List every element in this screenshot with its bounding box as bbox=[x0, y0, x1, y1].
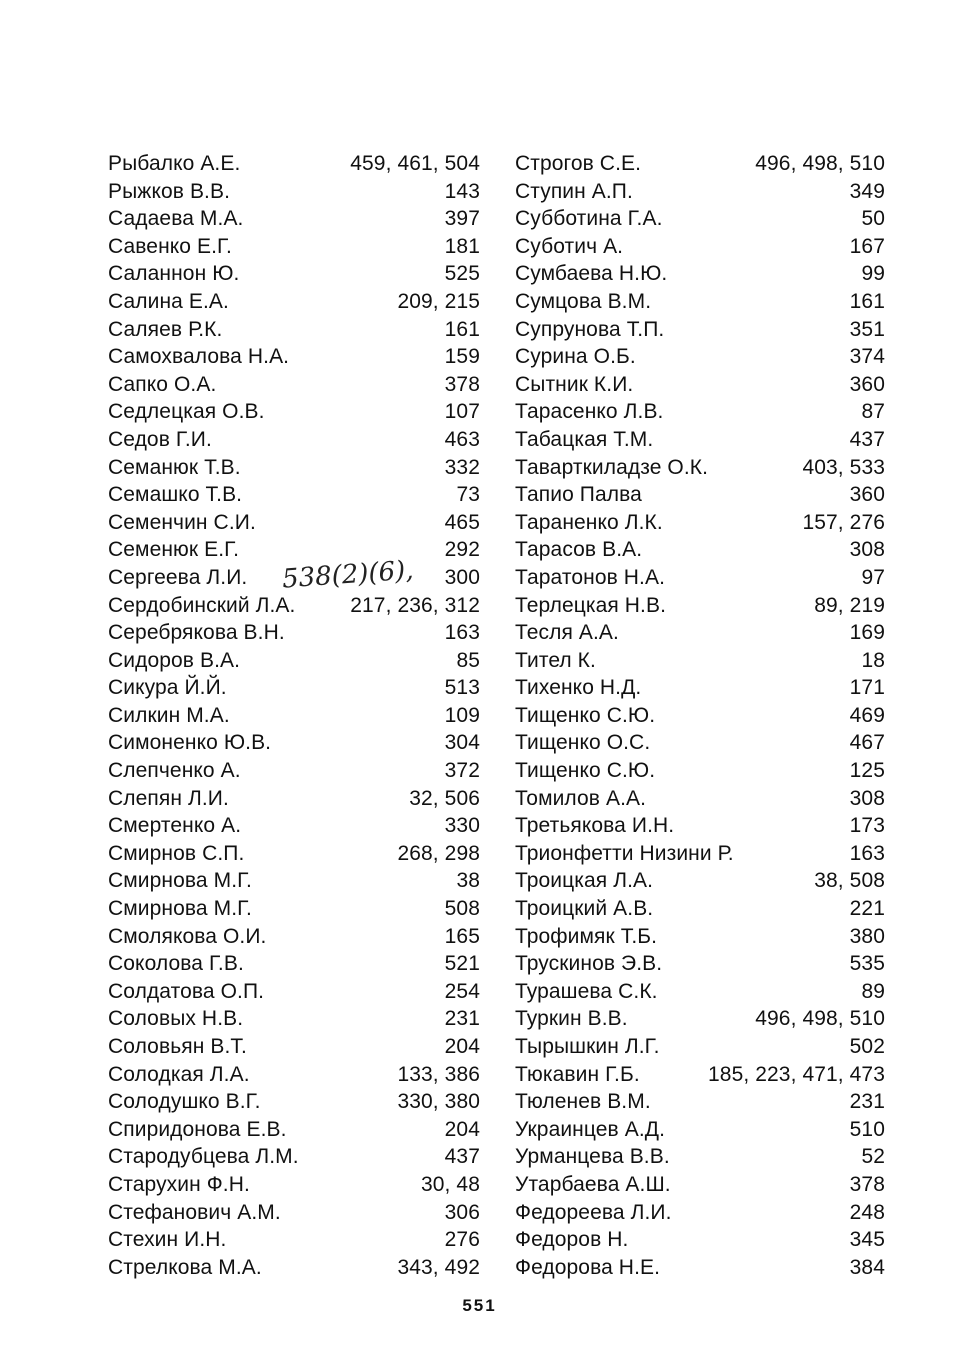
index-entry bbox=[515, 260, 885, 288]
index-column-right bbox=[515, 150, 885, 1281]
entry-pages: 173 bbox=[849, 814, 885, 838]
entry-pages: 87 bbox=[861, 400, 885, 424]
entry-pages: 107 bbox=[444, 400, 480, 424]
index-entry bbox=[108, 1061, 480, 1089]
entry-pages: 330, 380 bbox=[397, 1090, 480, 1114]
index-entry bbox=[515, 343, 885, 371]
entry-name: Утарбаева А.Ш. bbox=[515, 1172, 671, 1196]
entry-pages: 209, 215 bbox=[397, 289, 480, 313]
index-entry bbox=[108, 426, 480, 454]
index-entry bbox=[108, 150, 480, 178]
index-entry bbox=[108, 729, 480, 757]
entry-pages: 97 bbox=[861, 565, 885, 589]
entry-name: Строгов С.Е. bbox=[515, 152, 642, 175]
entry-pages: 38, 508 bbox=[814, 869, 885, 893]
entry-name: Урманцева В.В. bbox=[515, 1145, 670, 1169]
entry-name: Семенчин С.И. bbox=[108, 510, 256, 534]
entry-name: Смирнова М.Г. bbox=[108, 869, 252, 893]
entry-pages: 397 bbox=[444, 207, 480, 231]
entry-pages: 345 bbox=[849, 1228, 885, 1252]
entry-pages: 535 bbox=[849, 952, 885, 976]
page-number: 551 bbox=[462, 1296, 497, 1315]
entry-name: Тараненко Л.К. bbox=[515, 510, 663, 534]
index-entry bbox=[108, 1171, 480, 1199]
entry-name: Тарасов В.А. bbox=[515, 538, 643, 562]
index-entry bbox=[515, 1254, 885, 1282]
entry-pages: 496, 498, 510 bbox=[755, 152, 885, 175]
index-entry bbox=[515, 592, 885, 620]
index-entry bbox=[108, 1033, 480, 1061]
entry-name: Тител К. bbox=[515, 648, 596, 672]
index-entry bbox=[515, 426, 885, 454]
index-entry bbox=[515, 702, 885, 730]
entry-pages: 73 bbox=[456, 483, 480, 507]
entry-pages: 351 bbox=[849, 317, 885, 341]
entry-name: Туркин В.В. bbox=[515, 1007, 628, 1031]
entry-pages: 221 bbox=[849, 897, 885, 921]
entry-pages: 292 bbox=[444, 538, 480, 562]
index-entry bbox=[108, 1143, 480, 1171]
entry-name: Солодкая Л.А. bbox=[108, 1062, 250, 1086]
entry-pages: 465 bbox=[444, 510, 480, 534]
entry-name: Ступин А.П. bbox=[515, 179, 633, 203]
entry-name: Самохвалова Н.А. bbox=[108, 345, 290, 369]
index-entry bbox=[108, 647, 480, 675]
index-entry bbox=[515, 398, 885, 426]
index-entry bbox=[108, 509, 480, 537]
entry-name: Смирнов С.П. bbox=[108, 841, 245, 865]
index-entry bbox=[515, 619, 885, 647]
entry-name: Садаева М.А. bbox=[108, 207, 244, 231]
entry-name: Тихенко Н.Д. bbox=[515, 676, 642, 700]
entry-name: Седов Г.И. bbox=[108, 427, 212, 451]
entry-pages: 306 bbox=[444, 1200, 480, 1224]
index-entry bbox=[108, 895, 480, 923]
entry-pages: 496, 498, 510 bbox=[755, 1007, 885, 1031]
index-entry bbox=[108, 619, 480, 647]
entry-pages: 159 bbox=[444, 345, 480, 369]
entry-pages: 143 bbox=[444, 179, 480, 203]
entry-name: Сикура Й.Й. bbox=[108, 676, 227, 700]
entry-pages: 109 bbox=[444, 703, 480, 727]
index-entry bbox=[108, 288, 480, 316]
index-entry bbox=[515, 454, 885, 482]
entry-name: Саланнон Ю. bbox=[108, 262, 240, 286]
entry-name: Федорова Н.Е. bbox=[515, 1255, 661, 1279]
index-entry bbox=[108, 398, 480, 426]
entry-pages: 308 bbox=[849, 538, 885, 562]
entry-name: Сумцова В.М. bbox=[515, 289, 652, 313]
index-entry bbox=[108, 592, 480, 620]
index-entry bbox=[515, 812, 885, 840]
entry-pages: 502 bbox=[849, 1035, 885, 1058]
entry-pages: 181 bbox=[444, 234, 480, 258]
entry-pages: 204 bbox=[444, 1035, 480, 1058]
index-entry bbox=[108, 674, 480, 702]
entry-name: Тищенко О.С. bbox=[515, 731, 651, 755]
entry-name: Тюленев В.М. bbox=[515, 1090, 651, 1114]
index-entry bbox=[108, 205, 480, 233]
entry-name: Трионфетти Низини Р. bbox=[515, 841, 734, 865]
index-entry bbox=[108, 978, 480, 1006]
entry-name: Турашева С.К. bbox=[515, 979, 658, 1003]
entry-pages: 163 bbox=[444, 621, 480, 645]
index-entry bbox=[515, 233, 885, 261]
entry-name: Соколова Г.В. bbox=[108, 952, 244, 976]
entry-name: Сергеева Л.И. bbox=[108, 565, 248, 589]
entry-pages: 52 bbox=[861, 1145, 885, 1169]
entry-pages: 360 bbox=[849, 372, 885, 396]
entry-pages: 89, 219 bbox=[814, 593, 885, 617]
entry-pages: 330 bbox=[444, 814, 480, 838]
index-entry bbox=[515, 150, 885, 178]
index-entry bbox=[515, 1061, 885, 1089]
entry-pages: 30, 48 bbox=[421, 1172, 480, 1196]
index-entry bbox=[515, 840, 885, 868]
index-entry bbox=[515, 288, 885, 316]
entry-pages: 89 bbox=[861, 979, 885, 1003]
index-entry bbox=[515, 481, 885, 509]
entry-pages: 463 bbox=[444, 427, 480, 451]
index-entry bbox=[108, 923, 480, 951]
entry-pages: 508 bbox=[444, 897, 480, 921]
entry-name: Супрунова Т.П. bbox=[515, 317, 665, 341]
entry-name: Стрелкова М.А. bbox=[108, 1255, 262, 1279]
entry-pages: 204 bbox=[444, 1117, 480, 1141]
entry-pages: 276 bbox=[444, 1228, 480, 1252]
entry-name: Терлецкая Н.В. bbox=[515, 593, 667, 617]
index-entry bbox=[108, 343, 480, 371]
index-entry bbox=[515, 867, 885, 895]
index-entry bbox=[515, 1143, 885, 1171]
entry-name: Табацкая Т.М. bbox=[515, 427, 654, 451]
index-entry bbox=[108, 316, 480, 344]
entry-name: Сурина О.Б. bbox=[515, 345, 636, 369]
index-entry bbox=[515, 1033, 885, 1061]
entry-name: Сумбаева Н.Ю. bbox=[515, 262, 668, 286]
index-entry bbox=[108, 950, 480, 978]
index-entry bbox=[108, 1199, 480, 1227]
entry-pages: 360 bbox=[849, 483, 885, 507]
entry-name: Солдатова О.П. bbox=[108, 979, 265, 1003]
index-entry bbox=[108, 1005, 480, 1033]
index-entry bbox=[108, 1116, 480, 1144]
index-entry bbox=[515, 674, 885, 702]
entry-name: Седлецкая О.В. bbox=[108, 400, 265, 424]
entry-name: Серебрякова В.Н. bbox=[108, 621, 285, 645]
entry-pages: 161 bbox=[849, 289, 885, 313]
entry-pages: 521 bbox=[444, 952, 480, 976]
entry-pages: 380 bbox=[849, 924, 885, 948]
index-entry bbox=[108, 785, 480, 813]
entry-name: Смолякова О.И. bbox=[108, 924, 267, 948]
index-entry bbox=[108, 371, 480, 399]
index-entry bbox=[108, 1088, 480, 1116]
entry-pages: 510 bbox=[849, 1117, 885, 1141]
entry-name: Соловьян В.Т. bbox=[108, 1035, 247, 1058]
entry-name: Слепченко А. bbox=[108, 759, 241, 783]
entry-pages: 231 bbox=[444, 1007, 480, 1031]
index-column-left bbox=[108, 150, 480, 1281]
entry-name: Федоров Н. bbox=[515, 1228, 629, 1252]
entry-name: Тюкавин Г.Б. bbox=[515, 1062, 640, 1086]
index-entry bbox=[108, 867, 480, 895]
entry-name: Семенюк Е.Г. bbox=[108, 538, 240, 562]
entry-pages: 133, 386 bbox=[397, 1062, 480, 1086]
entry-name: Тесля А.А. bbox=[515, 621, 619, 645]
index-entry bbox=[515, 509, 885, 537]
index-entry bbox=[108, 812, 480, 840]
entry-pages: 50 bbox=[861, 207, 885, 231]
entry-name: Сердобинский Л.А. bbox=[108, 593, 296, 617]
entry-pages: 165 bbox=[444, 924, 480, 948]
entry-pages: 125 bbox=[849, 759, 885, 783]
entry-pages: 157, 276 bbox=[802, 510, 885, 534]
entry-name: Сапко О.А. bbox=[108, 372, 217, 396]
index-entry bbox=[108, 757, 480, 785]
entry-name: Субботина Г.А. bbox=[515, 207, 663, 231]
entry-name: Тапио Палва bbox=[515, 483, 642, 507]
entry-pages: 304 bbox=[444, 731, 480, 755]
index-entry bbox=[515, 647, 885, 675]
index-entry bbox=[515, 1116, 885, 1144]
entry-name: Слепян Л.И. bbox=[108, 786, 229, 810]
index-entry bbox=[515, 950, 885, 978]
entry-name: Старухин Ф.Н. bbox=[108, 1172, 250, 1196]
entry-name: Силкин М.А. bbox=[108, 703, 230, 727]
entry-pages: 248 bbox=[849, 1200, 885, 1224]
entry-name: Третьякова И.Н. bbox=[515, 814, 675, 838]
index-entry bbox=[515, 564, 885, 592]
entry-name: Смертенко А. bbox=[108, 814, 242, 838]
entry-name: Салина Е.А. bbox=[108, 289, 229, 313]
index-entry bbox=[108, 233, 480, 261]
index-entry bbox=[108, 702, 480, 730]
entry-name: Украинцев А.Д. bbox=[515, 1117, 666, 1141]
entry-pages: 231 bbox=[849, 1090, 885, 1114]
index-entry bbox=[108, 536, 480, 564]
entry-pages: 374 bbox=[849, 345, 885, 369]
index-entry bbox=[515, 205, 885, 233]
entry-pages: 372 bbox=[444, 759, 480, 783]
entry-name: Солодушко В.Г. bbox=[108, 1090, 261, 1114]
entry-pages: 467 bbox=[849, 731, 885, 755]
entry-name: Тищенко С.Ю. bbox=[515, 759, 656, 783]
entry-name: Стародубцева Л.М. bbox=[108, 1145, 299, 1169]
entry-name: Томилов А.А. bbox=[515, 786, 647, 810]
entry-pages: 217, 236, 312 bbox=[350, 593, 480, 617]
index-entry bbox=[515, 785, 885, 813]
index-entry bbox=[108, 178, 480, 206]
entry-pages: 469 bbox=[849, 703, 885, 727]
entry-pages: 99 bbox=[861, 262, 885, 286]
entry-name: Тищенко С.Ю. bbox=[515, 703, 656, 727]
index-entry bbox=[515, 1199, 885, 1227]
entry-pages: 254 bbox=[444, 979, 480, 1003]
entry-pages: 343, 492 bbox=[397, 1255, 480, 1279]
entry-pages: 513 bbox=[444, 676, 480, 700]
index-entry bbox=[515, 178, 885, 206]
index-entry bbox=[515, 1171, 885, 1199]
entry-name: Троицкая Л.А. bbox=[515, 869, 654, 893]
entry-name: Тырышкин Л.Г. bbox=[515, 1035, 660, 1058]
entry-name: Тарасенко Л.В. bbox=[515, 400, 664, 424]
index-entry bbox=[515, 923, 885, 951]
index-entry bbox=[515, 316, 885, 344]
handwritten-annotation: 538(2)(6), bbox=[281, 555, 415, 595]
entry-name: Савенко Е.Г. bbox=[108, 234, 232, 258]
entry-pages: 18 bbox=[861, 648, 885, 672]
entry-name: Рыжков В.В. bbox=[108, 179, 231, 203]
entry-name: Трускинов Э.В. bbox=[515, 952, 663, 976]
entry-name: Саляев Р.К. bbox=[108, 317, 223, 341]
entry-pages: 349 bbox=[849, 179, 885, 203]
index-entry bbox=[108, 1226, 480, 1254]
entry-pages: 163 bbox=[849, 841, 885, 865]
entry-pages: 332 bbox=[444, 455, 480, 479]
index-entry bbox=[108, 454, 480, 482]
index-entry bbox=[108, 481, 480, 509]
entry-pages: 437 bbox=[849, 427, 885, 451]
entry-name: Семашко Т.В. bbox=[108, 483, 243, 507]
index-entry bbox=[108, 260, 480, 288]
entry-name: Семанюк Т.В. bbox=[108, 455, 241, 479]
entry-name: Федореева Л.И. bbox=[515, 1200, 672, 1224]
entry-pages: 268, 298 bbox=[397, 841, 480, 865]
index-entry bbox=[515, 729, 885, 757]
entry-pages: 85 bbox=[456, 648, 480, 672]
entry-name: Спиридонова Е.В. bbox=[108, 1117, 287, 1141]
entry-name: Стефанович А.М. bbox=[108, 1200, 281, 1224]
entry-name: Трофимяк Т.Б. bbox=[515, 924, 658, 948]
index-entry bbox=[108, 840, 480, 868]
entry-name: Стехин И.Н. bbox=[108, 1228, 227, 1252]
entry-pages: 32, 506 bbox=[409, 786, 480, 810]
entry-pages: 300 bbox=[444, 565, 480, 589]
entry-pages: 403, 533 bbox=[802, 455, 885, 479]
index-entry bbox=[515, 978, 885, 1006]
entry-name: Сытник К.И. bbox=[515, 372, 634, 396]
entry-pages: 437 bbox=[444, 1145, 480, 1169]
index-entry bbox=[515, 895, 885, 923]
index-entry bbox=[515, 757, 885, 785]
entry-pages: 171 bbox=[849, 676, 885, 700]
entry-name: Суботич А. bbox=[515, 234, 624, 258]
entry-pages: 525 bbox=[444, 262, 480, 286]
index-entry bbox=[515, 1226, 885, 1254]
entry-name: Соловых Н.В. bbox=[108, 1007, 244, 1031]
entry-pages: 161 bbox=[444, 317, 480, 341]
index-entry bbox=[515, 1088, 885, 1116]
index-entry bbox=[515, 371, 885, 399]
entry-pages: 459, 461, 504 bbox=[350, 152, 480, 175]
index-entry bbox=[515, 536, 885, 564]
index-entry bbox=[515, 1005, 885, 1033]
entry-pages: 185, 223, 471, 473 bbox=[708, 1062, 885, 1086]
entry-name: Симоненко Ю.В. bbox=[108, 731, 272, 755]
entry-pages: 38 bbox=[456, 869, 480, 893]
entry-pages: 384 bbox=[849, 1255, 885, 1279]
entry-name: Сидоров В.А. bbox=[108, 648, 241, 672]
entry-pages: 167 bbox=[849, 234, 885, 258]
entry-name: Смирнова М.Г. bbox=[108, 897, 252, 921]
entry-pages: 378 bbox=[849, 1172, 885, 1196]
entry-pages: 378 bbox=[444, 372, 480, 396]
entry-name: Рыбалко А.Е. bbox=[108, 152, 241, 175]
entry-name: Таратонов Н.А. bbox=[515, 565, 666, 589]
entry-pages: 169 bbox=[849, 621, 885, 645]
entry-pages: 308 bbox=[849, 786, 885, 810]
entry-name: Таварткиладзе О.К. bbox=[515, 455, 709, 479]
entry-name: Троицкий А.В. bbox=[515, 897, 654, 921]
index-entry bbox=[108, 1254, 480, 1282]
